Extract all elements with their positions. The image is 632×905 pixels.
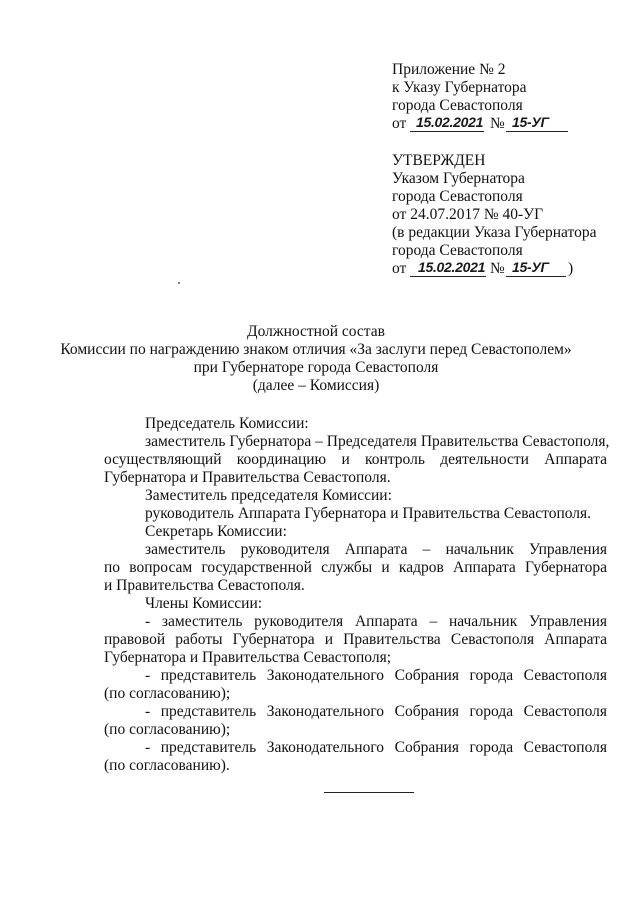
approved-title: УТВЕРЖДЕН <box>392 152 486 169</box>
appendix-line-2: к Указу Губернатора <box>392 79 527 96</box>
heading-line-4: (далее – Комиссия) <box>252 377 380 394</box>
chair-line-3: Губернатора и Правительства Севастополя. <box>104 469 391 486</box>
approved-line-2: города Севастополя <box>392 188 523 205</box>
appendix-line-1: Приложение № 2 <box>392 61 506 78</box>
appendix-number-handwritten: 15-УГ <box>512 114 549 130</box>
approved-from-label: от <box>392 260 407 277</box>
members-label: Члены Комиссии: <box>145 595 263 612</box>
approved-number-label: № <box>490 260 505 277</box>
appendix-number-label: № <box>490 115 505 132</box>
approved-number-handwritten: 15-УГ <box>512 259 549 275</box>
member-1-line-1: - заместитель руководителя Аппарата – начальник Управления <box>145 613 607 630</box>
secretary-line-2: по вопросам государственной службы и кадров Аппарата Губернатора <box>104 559 607 576</box>
appendix-date-handwritten: 15.02.2021 <box>416 114 484 130</box>
member-1-line-3: Губернатора и Правительства Севастополя; <box>104 649 392 666</box>
heading-line-1: Должностной состав <box>247 323 385 340</box>
secretary-line-3: и Правительства Севастополя. <box>104 577 305 594</box>
approved-date-underline <box>410 276 486 277</box>
approved-line-5: города Севастополя <box>392 242 523 259</box>
approved-number-underline <box>506 276 566 277</box>
approved-close-paren: ) <box>568 260 574 277</box>
chair-line-2: осуществляющий координацию и контроль деятельности Аппарата <box>104 451 607 468</box>
approved-date-handwritten: 15.02.2021 <box>418 259 486 275</box>
secretary-label: Секретарь Комиссии: <box>145 523 287 540</box>
approved-line-3: от 24.07.2017 № 40-УГ <box>392 206 544 223</box>
member-1-line-2: правовой работы Губернатора и Правительства Севастополя Аппарата <box>104 631 607 648</box>
appendix-number-underline <box>506 131 568 132</box>
approved-line-1: Указом Губернатора <box>392 170 525 187</box>
secretary-line-1: заместитель руководителя Аппарата – начальник Управления <box>145 541 607 558</box>
member-4-line-2: (по согласованию). <box>104 757 230 774</box>
scan-speck <box>178 282 180 284</box>
member-3-line-1: - представитель Законодательного Собрания города Севастополя <box>145 703 607 720</box>
appendix-from-label: от <box>392 115 407 132</box>
deputy-line-1: руководитель Аппарата Губернатора и Правительства Севастополя. <box>145 505 592 522</box>
appendix-date-underline <box>410 131 484 132</box>
approved-line-4: (в редакции Указа Губернатора <box>392 224 597 241</box>
deputy-label: Заместитель председателя Комиссии: <box>145 487 392 504</box>
member-4-line-1: - представитель Законодательного Собрания города Севастополя <box>145 739 607 756</box>
heading-line-3: при Губернаторе города Севастополя <box>193 359 439 376</box>
member-2-line-1: - представитель Законодательного Собрания города Севастополя <box>145 667 607 684</box>
appendix-line-3: города Севастополя <box>392 97 523 114</box>
chair-label: Председатель Комиссии: <box>145 415 309 432</box>
end-divider <box>324 792 414 793</box>
heading-line-2: Комиссии по награждению знаком отличия «За заслуги перед Севастополем» <box>60 341 572 358</box>
chair-line-1: заместитель Губернатора – Председателя Правительства Севастополя, <box>145 433 610 450</box>
member-2-line-2: (по согласованию); <box>104 685 231 702</box>
member-3-line-2: (по согласованию); <box>104 721 231 738</box>
